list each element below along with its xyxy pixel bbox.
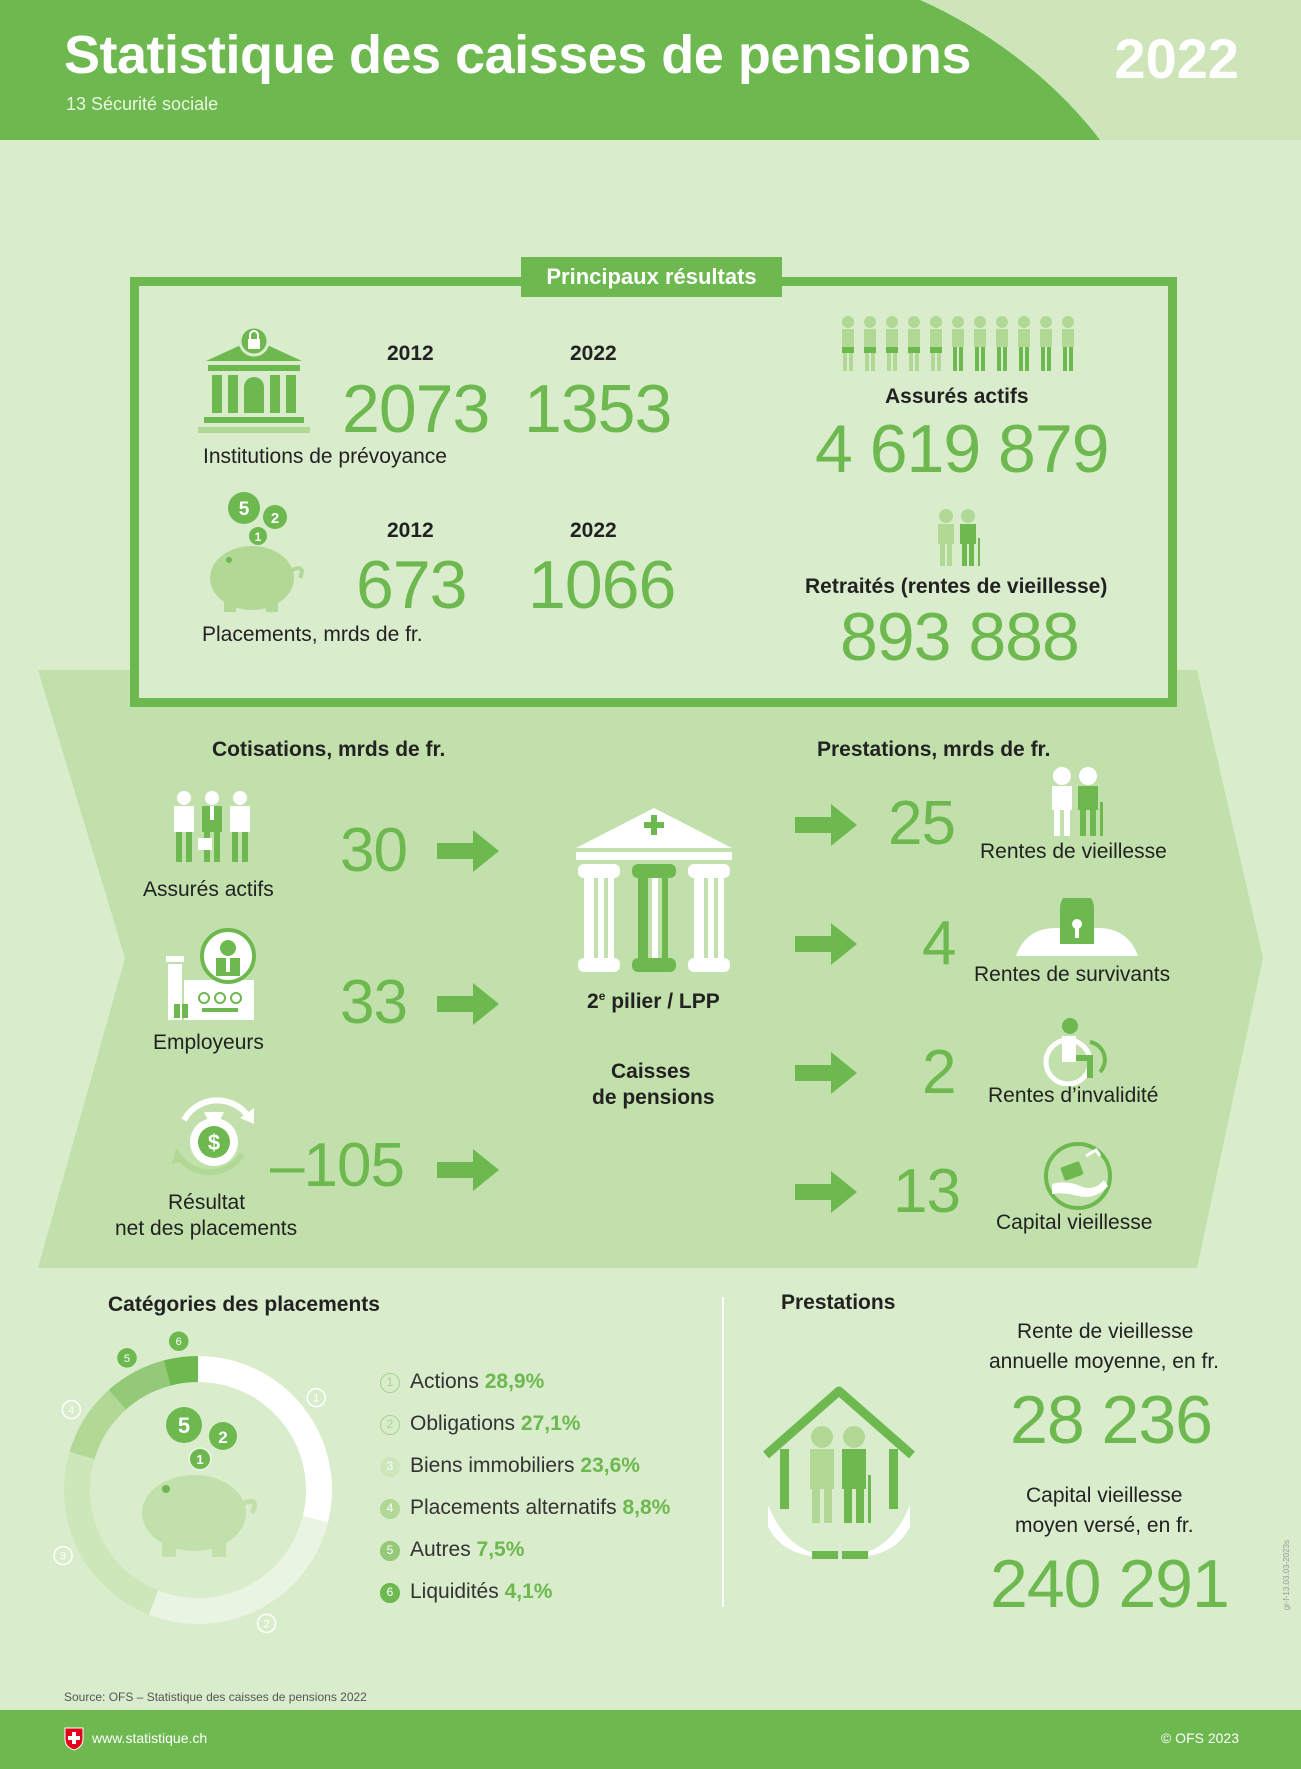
- summary-tag: Principaux résultats: [521, 257, 782, 297]
- input-label-employeurs: Employeurs: [153, 1031, 264, 1054]
- output-value-capital: 13: [893, 1157, 960, 1226]
- legend-item-liquidites: 6 Liquidités 4,1%: [380, 1580, 552, 1604]
- piggy-bank-coins-icon: [132, 1405, 262, 1565]
- institutions-value-2022: 1353: [524, 371, 672, 447]
- page-year: 2022: [1114, 27, 1239, 90]
- input-value-assures: 30: [340, 816, 407, 885]
- source-note: Source: OFS – Statistique des caisses de pensions 2022: [64, 1690, 367, 1704]
- arrow-right-icon: [795, 1052, 859, 1094]
- page-title: Statistique des caisses de pensions: [64, 25, 971, 85]
- money-bag-cycle-icon: [164, 1090, 262, 1178]
- capital-value: 240 291: [990, 1546, 1229, 1622]
- arrow-right-icon: [795, 804, 859, 846]
- crowd-people-icon: [838, 314, 1078, 378]
- arrow-right-icon: [795, 923, 859, 965]
- house-hands-couple-icon: [758, 1385, 920, 1565]
- donut-marker-label-5: 5: [123, 1352, 131, 1365]
- output-value-invalidite: 2: [922, 1038, 956, 1107]
- prestations-flow-title: Prestations, mrds de fr.: [817, 738, 1051, 761]
- input-label-resultat-2: net des placements: [115, 1217, 298, 1240]
- donut-marker-label-6: 6: [175, 1336, 182, 1349]
- institutions-label: Institutions de prévoyance: [203, 445, 447, 468]
- svg-text:5: 5: [177, 1413, 191, 1438]
- placements-label: Placements, mrds de fr.: [202, 623, 423, 646]
- rente-label-2: annuelle moyenne, en fr.: [989, 1350, 1219, 1373]
- prestations-title: Prestations: [781, 1291, 896, 1314]
- output-label-invalidite: Rentes d’invalidité: [988, 1084, 1159, 1107]
- arrow-right-icon: [437, 1149, 501, 1191]
- institutions-value-2012: 2073: [342, 371, 490, 447]
- swiss-shield-icon: [64, 1727, 84, 1751]
- capital-hand-icon: [1042, 1140, 1114, 1212]
- categories-title: Catégories des placements: [108, 1293, 380, 1316]
- output-label-survivants: Rentes de survivants: [974, 963, 1171, 986]
- footer: [0, 1710, 1301, 1769]
- cotisations-title: Cotisations, mrds de fr.: [212, 738, 446, 761]
- graphic-code: gr-f-13.03.03-2023s: [1282, 1540, 1291, 1611]
- svg-text:2: 2: [270, 510, 280, 527]
- grave-icon: [1016, 898, 1138, 958]
- donut-marker-label-1: 1: [313, 1392, 320, 1405]
- rente-value: 28 236: [1010, 1382, 1212, 1458]
- donut-marker-label-2: 2: [263, 1618, 270, 1631]
- input-label-resultat-1: Résultat: [168, 1191, 246, 1214]
- placements-year-2012: 2012: [387, 519, 434, 542]
- capital-label-1: Capital vieillesse: [1026, 1484, 1183, 1507]
- placements-year-2022: 2022: [570, 519, 617, 542]
- svg-text:2: 2: [218, 1428, 228, 1447]
- input-value-employeurs: 33: [340, 968, 407, 1037]
- legend-item-actions: 1 Actions 28,9%: [380, 1370, 544, 1394]
- output-label-capital: Capital vieillesse: [996, 1211, 1153, 1234]
- placements-value-2012: 673: [356, 547, 467, 623]
- svg-text:1: 1: [254, 530, 262, 544]
- placements-value-2022: 1066: [528, 547, 676, 623]
- retraites-label: Retraités (rentes de vieillesse): [805, 575, 1108, 598]
- svg-text:5: 5: [238, 499, 250, 520]
- caisses-label-2: de pensions: [592, 1086, 715, 1109]
- legend-item-immobiliers: 3 Biens immobiliers 23,6%: [380, 1454, 640, 1478]
- arrow-right-icon: [795, 1171, 859, 1213]
- rente-label-1: Rente de vieillesse: [1017, 1320, 1194, 1343]
- active-workers-icon: [168, 790, 256, 872]
- pillar-label: 2e pilier / LPP: [587, 989, 720, 1013]
- output-value-vieillesse: 25: [888, 789, 955, 858]
- legend-item-autres: 5 Autres 7,5%: [380, 1538, 524, 1562]
- assures-actifs-label: Assurés actifs: [885, 385, 1029, 408]
- donut-marker-label-4: 4: [68, 1404, 75, 1417]
- institution-lock-icon: [198, 325, 310, 435]
- retirees-icon: [934, 508, 982, 568]
- arrow-right-icon: [437, 983, 501, 1025]
- elderly-couple-icon: [1048, 766, 1104, 838]
- arrow-right-icon: [437, 830, 501, 872]
- institutions-year-2012: 2012: [387, 342, 434, 365]
- legend-item-obligations: 2 Obligations 27,1%: [380, 1412, 580, 1436]
- retraites-value: 893 888: [840, 599, 1079, 675]
- page-subtitle: 13 Sécurité sociale: [66, 94, 219, 114]
- institutions-year-2022: 2022: [570, 342, 617, 365]
- caisses-label-1: Caisses: [611, 1060, 691, 1083]
- copyright: © OFS 2023: [1160, 1730, 1239, 1746]
- website-link[interactable]: www.statistique.ch: [92, 1730, 208, 1746]
- assures-actifs-value: 4 619 879: [815, 411, 1109, 487]
- svg-text:1: 1: [196, 1452, 204, 1467]
- donut-marker-label-3: 3: [60, 1550, 67, 1563]
- input-label-assures: Assurés actifs: [143, 878, 274, 901]
- donut-slice-4: [70, 1390, 127, 1459]
- output-value-survivants: 4: [922, 909, 956, 978]
- legend-item-alternatifs: 4 Placements alternatifs 8,8%: [380, 1496, 670, 1520]
- wheelchair-icon: [1042, 1018, 1112, 1086]
- pension-fund-building-icon: [572, 808, 736, 973]
- employer-factory-icon: [166, 928, 258, 1023]
- section-divider: [722, 1297, 724, 1607]
- output-label-vieillesse: Rentes de vieillesse: [980, 840, 1167, 863]
- piggy-bank-coins-icon: [202, 490, 307, 615]
- input-value-resultat: –105: [270, 1131, 404, 1200]
- capital-label-2: moyen versé, en fr.: [1015, 1514, 1194, 1537]
- svg-text:$: $: [207, 1130, 221, 1155]
